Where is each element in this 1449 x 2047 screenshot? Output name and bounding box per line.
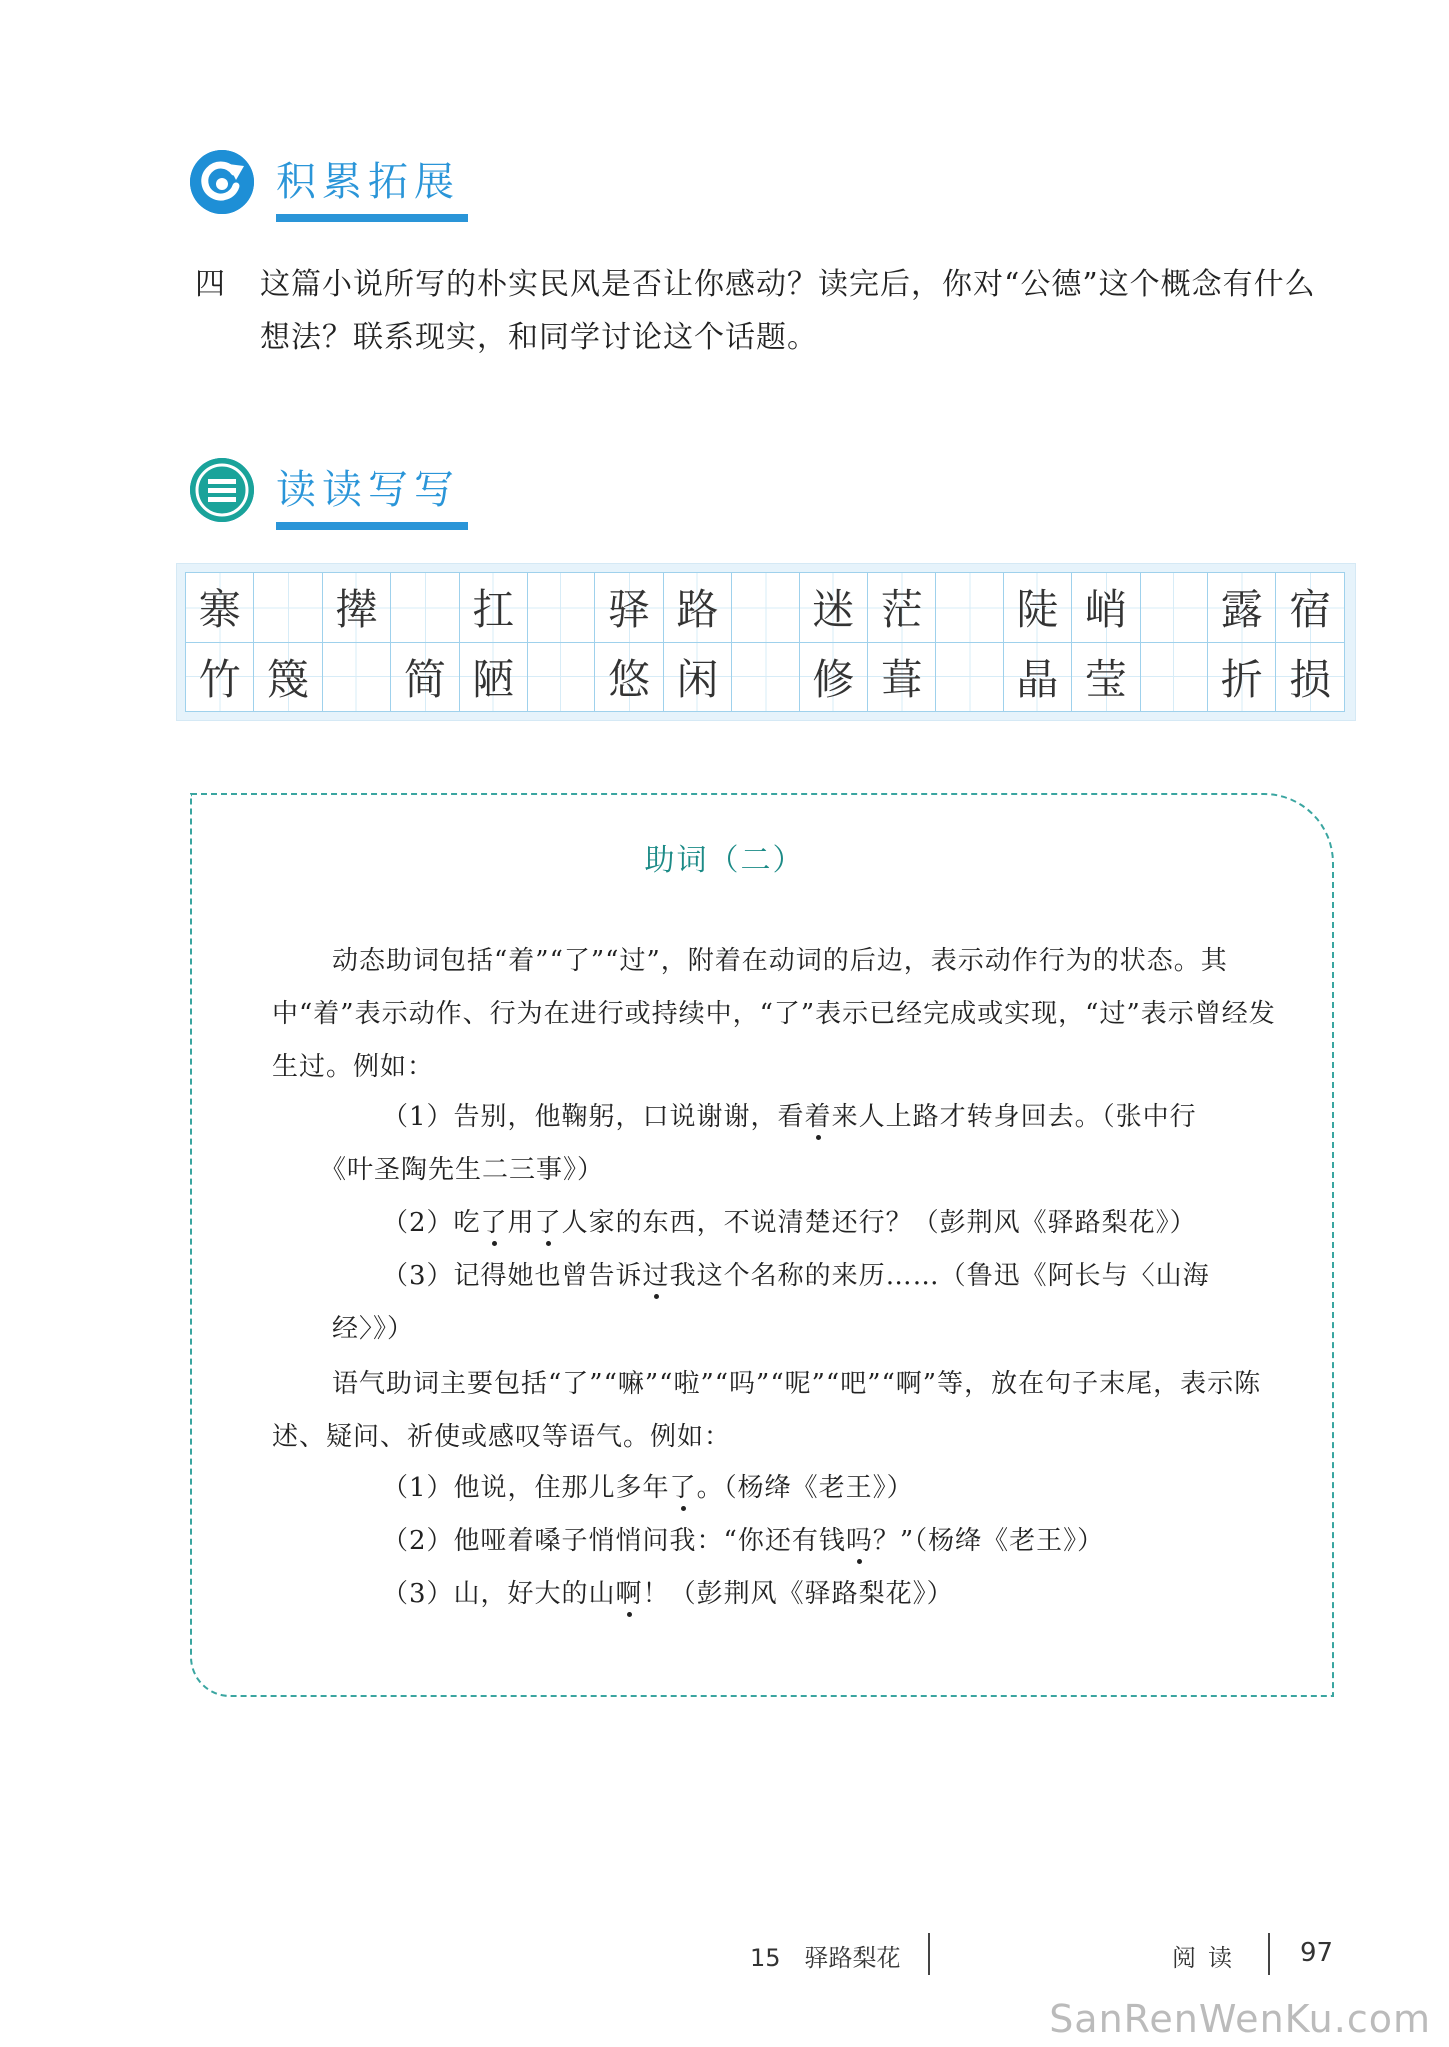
grid-cell [254,573,322,643]
grid-cell: 扛 [459,573,527,643]
watermark-text: SanRenWenKu.com [1049,1997,1431,2041]
refresh-arrow-icon [190,150,254,214]
example-line [382,1096,1197,1133]
example-text: （1）告别，他鞠躬，口说谢谢，看 [382,1102,805,1132]
grid-cell: 撵 [322,573,390,643]
grid-cell: 陡 [1003,573,1071,643]
example-text: 人家的东西，不说清楚还行？（彭荆风《驿路梨花》） [561,1208,1197,1238]
list-lines-icon [190,458,254,522]
example-line [382,1202,1197,1239]
grid-cell [322,642,390,712]
example-line [382,1255,1210,1292]
example-text: ？”（杨绛《老王》） [872,1526,1105,1556]
grid-row [186,573,1345,643]
grid-cell: 修 [799,642,867,712]
grammar-note-box [190,793,1334,1697]
grid-cell: 悠 [595,642,663,712]
emphasis-char: 着 [804,1102,832,1132]
grid-cell [1140,642,1207,712]
example-text: （2）吃 [382,1208,481,1238]
grid-cell: 简 [391,642,459,712]
paragraph-modal-particles: 语气助词主要包括“了”“嘛”“啦”“吗”“呢”“吧”“啊”等，放在句子末尾，表示陈述、疑问、祈使或感叹等语气。例如： [272,1369,1262,1452]
paragraph-aspect-particles: 动态助词包括“着”“了”“过”，附着在动词的后边，表示动作行为的状态。其中“着”表示动作、行为在进行或持续中，“了”表示已经完成或实现，“过”表示曾经发生过。例如： [272,946,1276,1082]
example-text: ！（彭荆风《驿路梨花》） [642,1579,954,1609]
section-header-read-write [190,458,460,522]
emphasis-char: 了 [480,1208,508,1238]
section-title: 积累拓展 [276,156,460,208]
example-line: 经〉》） [332,1314,415,1344]
grid-cell: 茫 [868,573,936,643]
grid-cell: 驿 [595,573,663,643]
grid-cell: 陋 [459,642,527,712]
example-text: （2）他哑着嗓子悄悄问我：“你还有钱 [382,1526,846,1556]
example-line [382,1467,914,1504]
emphasis-char: 了 [669,1473,697,1503]
example-line [382,1573,954,1610]
grid-cell: 葺 [868,642,936,712]
grid-cell: 路 [663,573,731,643]
grid-cell: 篾 [254,642,322,712]
emphasis-char: 过 [642,1261,670,1291]
grid-cell: 折 [1208,642,1276,712]
grid-cell: 迷 [799,573,867,643]
footer-divider [1268,1933,1270,1975]
grid-cell: 损 [1276,642,1345,712]
grid-cell [936,642,1003,712]
grid-cell: 闲 [663,642,731,712]
question-text: 这篇小说所写的朴实民风是否让你感动？读完后，你对“公德”这个概念有什么想法？联系现实，和同学讨论这个话题。 [260,267,1316,355]
question-number: 四 [195,267,225,302]
footer-divider [928,1933,930,1975]
grid-row [186,642,1345,712]
grid-cell: 晶 [1003,642,1071,712]
example-line [382,1520,1104,1557]
footer-unit: 阅读 [1172,1944,1244,1972]
example-text: （1）他说，住那儿多年 [382,1473,670,1503]
example-text: 用 [507,1208,535,1238]
grid-cell [527,573,594,643]
question-4 [195,258,1335,364]
grid-cell: 宿 [1276,573,1345,643]
example-text: （3）山，好大的山 [382,1579,616,1609]
emphasis-char: 啊 [615,1579,643,1609]
example-text: 来人上路才转身回去。（张中行 [831,1102,1197,1132]
section-header-accumulate [190,150,460,214]
grid-cell [391,573,459,643]
page-number: 97 [1300,1938,1334,1968]
grid-cell: 峭 [1072,573,1140,643]
grid-cell: 寨 [186,573,254,643]
section-title: 读读写写 [276,464,460,516]
grid-cell [1140,573,1207,643]
example-text: （3）记得她也曾告诉 [382,1261,643,1291]
example-text: 我这个名称的来历……（鲁迅《阿长与〈山海 [669,1261,1210,1291]
emphasis-char: 吗 [845,1526,873,1556]
emphasis-char: 了 [534,1208,562,1238]
grid-cell [732,573,799,643]
grid-cell [732,642,799,712]
character-grid [176,563,1356,721]
grid-cell [936,573,1003,643]
grid-cell: 露 [1208,573,1276,643]
grammar-box-title: 助词（二） [644,843,805,878]
grid-cell [527,642,594,712]
character-grid-table [185,572,1345,712]
grid-cell: 莹 [1072,642,1140,712]
example-line: 《叶圣陶先生二三事》） [320,1155,605,1185]
grid-cell: 竹 [186,642,254,712]
example-text: 。（杨绛《老王》） [696,1473,914,1503]
footer-lesson: 15 驿路梨花 [750,1944,901,1972]
